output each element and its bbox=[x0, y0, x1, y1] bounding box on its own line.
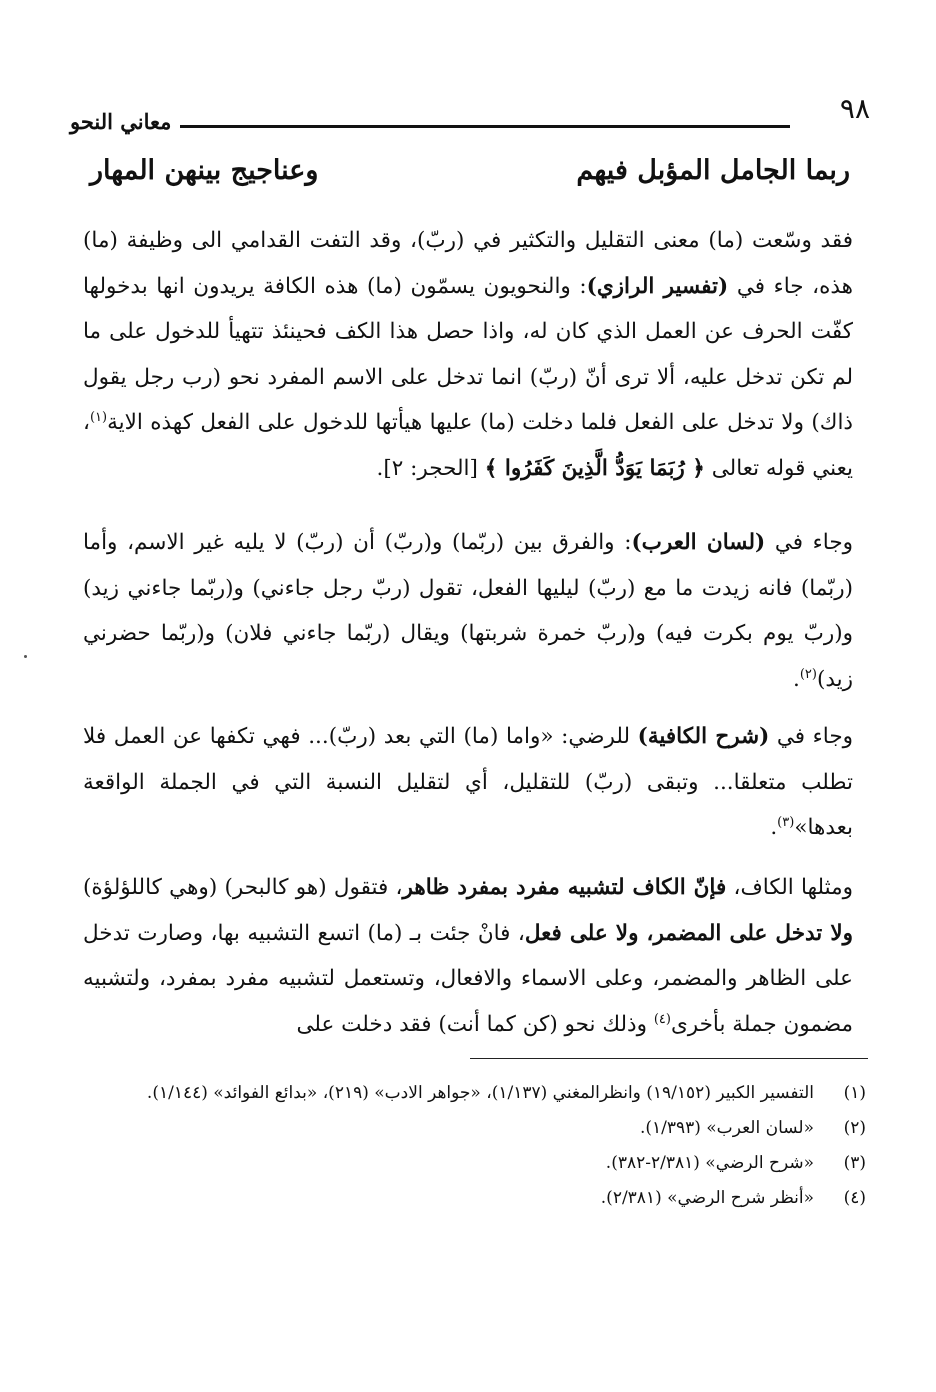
paragraph-text: ، فتقول (هو كالبحر) (وهي كاللؤلؤة) bbox=[83, 875, 403, 900]
footnote-number: (٤) bbox=[843, 1188, 866, 1208]
book-title-reference: (لسان العرب) bbox=[631, 530, 766, 555]
footnote-text: «أنظر شرح الرضي» (٢/٣٨١). bbox=[600, 1188, 814, 1208]
page-header bbox=[70, 92, 870, 136]
paragraph-text: فقد وسّعت (ما) معنى التقليل والتكثير في (ربّ)، وقد التفت القدامي الى وظيفة (ما) هذه، جاء في bbox=[83, 228, 853, 299]
paragraph-text: : والنحويون يسمّون (ما) هذه الكافة يريدون انها بدخولها كفّت الحرف عن العمل الذي كان له، واذا حصل هذا الكف فحينئذ تتهيأ للدخول على ما لم تكن تدخل عليه، ألا ترى أنّ (ربّ) انما تدخل على الاسم المفرد نحو (رب رجل يقول ذاك) ولا تدخل على الفعل فلما دخلت (ما) عليها هيأتها للدخول على الفعل كهذه الاية bbox=[83, 273, 853, 435]
header-rule bbox=[180, 125, 790, 128]
footnote-number: (٢) bbox=[843, 1118, 866, 1138]
emphasized-rule: ولا تدخل على المضمر، ولا على فعل bbox=[524, 920, 853, 946]
paragraph-2 bbox=[83, 520, 853, 702]
paragraph-3 bbox=[83, 714, 853, 851]
footnote-text: التفسير الكبير (١٩/١٥٢) وانظرالمغني (١/١٣٧)، «جواهر الادب» (٢١٩)، «بدائع الفوائد» (١/١٤٤). bbox=[146, 1083, 814, 1103]
footnote-item bbox=[88, 1146, 866, 1181]
paragraph-text: . bbox=[792, 666, 800, 692]
footnote-marker[interactable]: (١) bbox=[89, 409, 108, 425]
paragraph-text: ، فانْ جئت بـ (ما) اتسع التشبيه بها، وصارت تدخل على الظاهر والمضمر، وعلى الاسماء والافعال، وتستعمل لتشبيه مفرد بمفرد، ولتشبيه مضمون جملة بأخرى bbox=[83, 920, 853, 1037]
quran-quote: ﴿ رُبَمَا يَوَدُّ الَّذِينَ كَفَرُوا ﴾ bbox=[484, 455, 705, 481]
footnotes bbox=[88, 1076, 866, 1216]
footnote-number: (٣) bbox=[843, 1153, 866, 1173]
paragraph-text: ، يعني قوله تعالى bbox=[83, 410, 853, 481]
book-title-reference: (شرح الكافية) bbox=[637, 724, 770, 749]
paragraph-4 bbox=[83, 865, 853, 1047]
page-number: ٩٨ bbox=[839, 92, 870, 125]
running-title: معاني النحو bbox=[70, 109, 172, 134]
paragraph-text: : والفرق بين (ربّما) و(ربّ) أن (ربّ) لا يليه غير الاسم، وأما (ربّما) فانه زيدت ما مع (ربّ) ليليها الفعل، تقول (ربّ رجل جاءني) و(ربّما جاءني زيد) و(ربّ يوم بكرت فيه) و(ربّ خمرة شربتها) ويقال (ربّما جاءني فلان) و(ربّما حضرني زيد) bbox=[83, 530, 853, 692]
scan-speck bbox=[24, 655, 27, 658]
paragraph-text: وذلك نحو (كن كما أنت) فقد دخلت على bbox=[296, 1011, 654, 1037]
paragraph-text: . bbox=[770, 815, 778, 840]
paragraph-text: [الحجر: ٢]. bbox=[376, 455, 485, 481]
emphasized-rule: فإنّ الكاف لتشبيه مفرد بمفرد ظاهر bbox=[402, 875, 727, 900]
paragraph-text: وجاء في bbox=[765, 530, 854, 555]
footnote-item bbox=[88, 1181, 866, 1216]
footnote-marker[interactable]: (٤) bbox=[653, 1011, 671, 1027]
footnote-text: «لسان العرب» (١/٣٩٣). bbox=[639, 1118, 814, 1138]
footnote-item bbox=[88, 1076, 866, 1111]
verse-second-hemistich: وعناجيج بينهن المهار bbox=[90, 155, 319, 186]
book-title-reference: (تفسير الرازي) bbox=[586, 273, 729, 299]
footnote-marker[interactable]: (٢) bbox=[799, 666, 817, 682]
footnote-number: (١) bbox=[843, 1083, 866, 1103]
footnote-text: «شرح الرضي» (٢/٣٨١-٣٨٢). bbox=[605, 1153, 814, 1173]
paragraph-text: وجاء في bbox=[769, 724, 853, 749]
poetry-verse bbox=[90, 155, 850, 203]
footnote-item bbox=[88, 1111, 866, 1146]
paragraph-1 bbox=[83, 218, 853, 491]
verse-first-hemistich: ربما الجامل المؤبل فيهم bbox=[576, 155, 850, 186]
paragraph-text: ومثلها الكاف، bbox=[726, 875, 853, 900]
footnote-separator bbox=[470, 1058, 868, 1059]
footnote-marker[interactable]: (٣) bbox=[777, 814, 795, 830]
paragraph-text: للرضي: «واما (ما) التي بعد (ربّ)... فهي تكفها عن العمل فلا تطلب متعلقا... وتبقى (ربّ) للتقليل، أي لتقليل النسبة التي في الجملة الواقعة بعدها» bbox=[83, 724, 853, 840]
